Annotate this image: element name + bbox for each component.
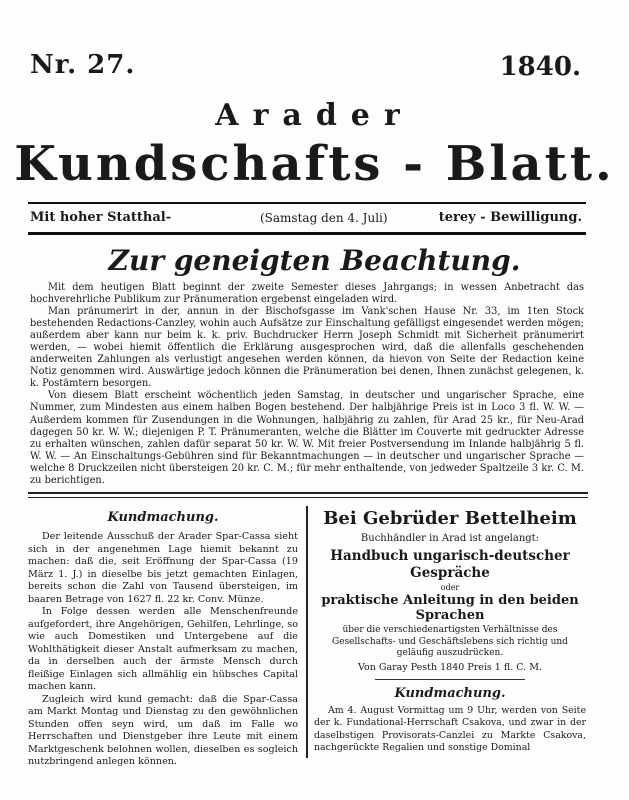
left-paragraph-2: In Folge dessen werden alle Menschenfreunde aufgefordert, ihre Angehörigen, Gehilfen, Lehrlinge, so wie auch Domestiken und Untergebene auf die Wohlthätigkeit dieser Anstalt aufmerksam zu machen, da in derselben auch der ärmste Mensch durch fleißige Einlagen sich allmählig ein hübsches Capital machen kann. xyxy=(28,606,298,692)
masthead-top-rule xyxy=(28,202,586,204)
right-column-heading: Kundmachung. xyxy=(394,685,506,701)
byline-right: terey - Bewilligung. xyxy=(438,210,582,225)
notice-body xyxy=(30,282,584,487)
byline-left: Mit hoher Statthal- xyxy=(30,210,172,225)
byline xyxy=(30,208,582,228)
ad-book-title: Handbuch ungarisch-deutscher Gespräche xyxy=(330,548,570,581)
ad-divider xyxy=(375,679,525,680)
masthead-title-line1: Arader xyxy=(215,98,414,133)
notice-paragraph-3: Von diesem Blatt erscheint wöchentlich jeden Samstag, in deutscher und ungarischer Sprache, eine Nummer, zum Mindesten aus einem halben Bogen bestehend. Der halbjährige Preis ist in Loco 3 fl. W. W. — Außerdem kommen für Zusendungen in die Wohnungen, halbjährig zu zahlen, für Arad 25 kr., für Neu-Arad dagegen 50 kr. W. W.; diejenigen P. T. Pränumeranten, welche die Blätter im Couverte mit gedruckter Adresse zu erhalten wünschen, zahlen dafür separat 50 kr. W. W. Mit freier Postversendung im Inlande halbjährig 5 fl. W. W. — An Einschaltungs-Gebühren sind für Bekanntmachungen — in deutscher und ungarischer Sprache — welche 8 Druckzeilen nicht übersteigen 20 kr. C. M.; für mehr enthaltende, von jedweder Spaltzeile 3 kr. C. M. zu berichtigen. xyxy=(30,390,584,486)
column-divider xyxy=(306,506,308,758)
left-paragraph-1: Der leitende Ausschuß der Arader Spar-Cassa sieht sich in der angenehmen Lage hiemit bekannt zu machen: daß die, seit Eröffnung der Spar-Cassa (19 März 1. J.) in dieselbe bis jetzt gemachten Einlagen, bereits schon die Zahl von Tausend übersteigen, im baaren Betrage von 1627 fl. 22 kr. Conv. Münze. xyxy=(28,531,298,605)
left-column xyxy=(28,510,298,769)
section-divider-thick xyxy=(28,492,588,494)
masthead-bottom-rule xyxy=(28,232,586,235)
ad-firm-name: Bei Gebrüder Bettelheim xyxy=(323,508,577,529)
right-column xyxy=(314,508,586,755)
right-paragraph-1: Am 4. August Vormittag um 9 Uhr, werden von Seite der k. Fundational-Herrschaft Csakova, und zwar in der daselbstigen Provisorats-Canzlei zu Markte Csakova, nachgerückte Regalien und sonstige Dominal xyxy=(314,704,586,753)
ad-oder: oder xyxy=(440,583,460,592)
ad-firm-sub: Buchhändler in Arad ist angelangt: xyxy=(360,533,540,544)
byline-date: (Samstag den 4. Juli) xyxy=(260,211,388,225)
notice-title: Zur geneigten Beachtung. xyxy=(108,244,521,277)
section-divider-thin xyxy=(28,497,588,498)
issue-year: 1840. xyxy=(499,52,581,82)
left-column-heading: Kundmachung. xyxy=(107,510,219,525)
masthead-title-line2: Kundschafts - Blatt. xyxy=(14,136,615,192)
notice-paragraph-1: Mit dem heutigen Blatt beginnt der zweite Semester dieses Jahrgangs; in wessen Anbetracht das hochverehrliche Publikum zur Pränumeration ergebenst eingeladen wird. xyxy=(30,282,584,306)
issue-number: Nr. 27. xyxy=(30,50,136,80)
ad-book-description: über die verschiedenartigsten Verhältnisse des Gesellschafts- und Geschäftslebens sich richtig und geläufig auszudrücken. xyxy=(332,625,568,658)
right-column-body xyxy=(314,705,586,755)
notice-paragraph-2: Man pränumerirt in der, annun in der Bischofsgasse im Vank'schen Hause Nr. 33, im 1ten Stock bestehenden Redactions-Canzley, wohin auch Aufsätze zur Einschaltung gefälligst eingesendet werden mögen; außerdem aber kann nur beim k. k. priv. Buchdrucker Herrn Joseph Schmidt mit Sicherheit pränumerirt werden, — wobei hiemit öffentlich die Erklärung ausgesprochen wird, daß die allenfalls geschehenden anderweiten Zahlungen als verlustigt angesehen werden können, da hievon von Seite der Redaction keine Notiz genommen wird. Auswärtige jedoch können die Pränumeration bei denen, Ihnen zunächst gelegenen, k. k. Postämtern besorgen. xyxy=(30,306,584,390)
ad-book-subtitle: praktische Anleitung in den beiden Sprachen xyxy=(321,593,579,623)
ad-publisher: Von Garay Pesth 1840 Preis 1 fl. C. M. xyxy=(358,661,542,673)
left-column-body xyxy=(28,531,298,769)
left-paragraph-3: Zugleich wird kund gemacht: daß die Spar-Cassa am Markt Montag und Dienstag zu den gewöhnlichen Stunden offen seyn wird, um daß im Falle wo Herrschaften und Dienstgeber ihre Leute mit einem Marktgeschenk belohnen wollen, dieselben es sogleich nutzbringend anlegen können. xyxy=(28,693,298,767)
